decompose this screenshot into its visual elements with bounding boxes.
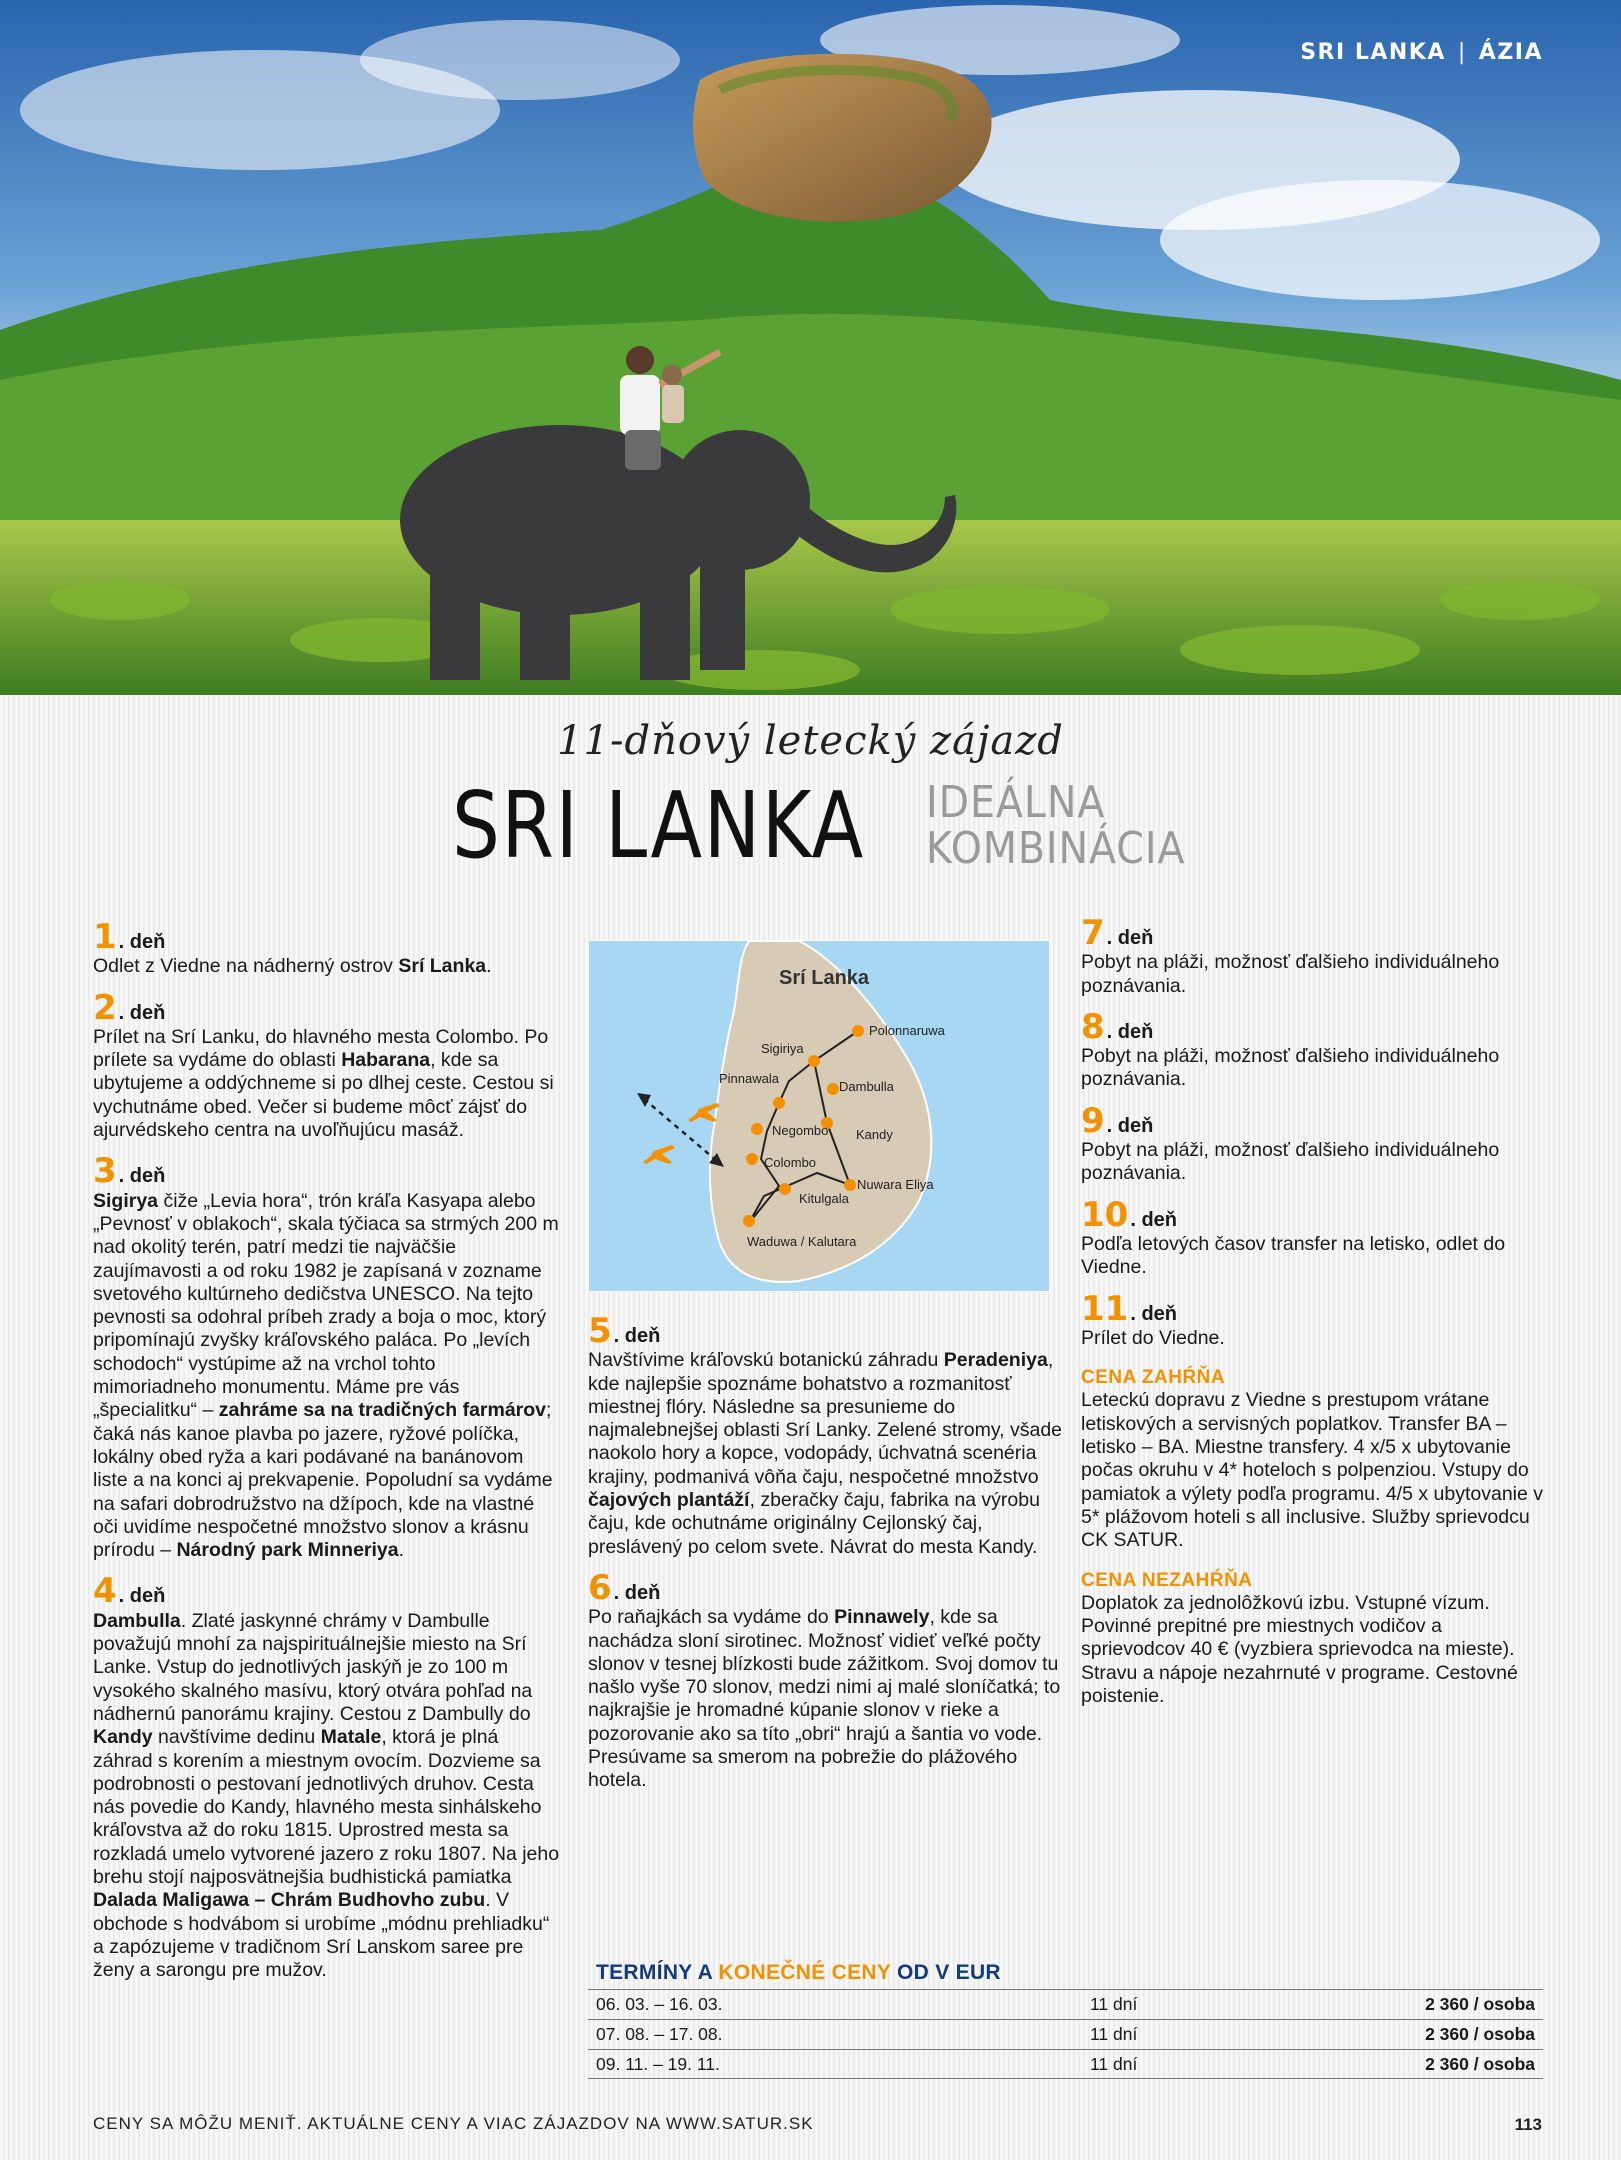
route-map [588,940,1050,1292]
term-dates: 07. 08. – 17. 08. [596,2024,723,2044]
term-price: 2 360 / osoba [1425,2024,1535,2044]
day-text: Navštívime kráľovskú botanickú záhradu Peradeniya, kde najlepšie spoznáme bohatstvo a rozmanitosť miestnej flóry. Následne sa presunieme do najmalebnejšej oblasti Srí Lanky. Zelené stromy, všade naokolo hory a kopce, vodopády, úchvatná scenéria krajiny, podmanivá vôňa čaju, nespočetné množstvo čajových plantáží, zberačky čaju, fabrika na výrobu čaju, kde ochutnáme originálny Cejlonský čaj, preslávený po celom svete. Návrat do mesta Kandy. [588,1349,1063,1558]
day-label: . deň [613,1581,661,1604]
map-marker [751,1123,763,1135]
term-days: 11 dní [1090,1994,1138,2014]
itinerary-column-1 [93,917,563,1996]
term-price: 2 360 / osoba [1425,1994,1535,2014]
day-5 [588,1311,1063,1559]
map-title: Srí Lanka [779,967,870,989]
day-label: . deň [1130,1208,1177,1231]
day-2 [93,987,563,1143]
section-tag [1300,40,1543,65]
included-text: Leteckú dopravu z Viedne s prestupom vrátane letiskových a servisných poplatkov. Transfer BA – letisko – BA. Miestne transfery. 4 x/5 x ubytovanie počas okruhu v 4* hoteloch s polpenziou. Vstupy do pamiatok a výlety podľa programu. 4/5 x ubytovanie v 5* plážovom hoteli s all inclusive. Služby sprievodcu CK SATUR. [1081,1389,1544,1552]
term-dates: 09. 11. – 19. 11. [596,2053,720,2074]
map-label: Kandy [856,1127,893,1142]
plane-icon [643,1145,675,1164]
island-shape [710,941,931,1282]
map-label: Polonnaruwa [869,1023,945,1038]
price-table [588,1961,1543,2079]
day-10 [1081,1194,1551,1280]
map-label: Waduwa / Kalutara [747,1234,857,1249]
day-label: . deň [613,1325,661,1347]
day-number: 7 [1081,913,1105,953]
page-subtitle: 11-dňový letecký zájazd [557,718,1064,764]
day-text: Sigirya čiže „Levia hora“, trón kráľa Kasyapa alebo „Pevnosť v oblakoch“, skala týčiaca sa strmých 200 m nad okolitý terén, patrí medzi tie najväčšie zaujímavosti a od roku 1982 je zapísaná v zozname svetového kultúrneho dedičstva UNESCO. Na tejto pevnosti sa odohral príbeh zrady a boja o moc, ktorý pripomínajú zvyšky kráľovského paláca. Po „levích schodoch“ vystúpime až na vrchol tohto mimoriadneho monumentu. Máme pre vás „špecialitku“ – zahráme sa na tradičných farmárov; čaká nás kanoe plavba po jazere, ryžové políčka, lokálny obed ryža a kari podávané na banánovom liste a na konci aj prekvapenie. Popoludní sa vydáme na safari dobrodružstvo na džípoch, kde na vlastné oči uvidíme nespočetné množstvo slonov a krásnu prírodu – Národný park Minneriya. [93,1189,559,1562]
map-marker [827,1083,839,1095]
day-text: Pobyt na pláži, možnosť ďalšieho individuálneho poznávania. [1081,1139,1500,1185]
day-text: Pobyt na pláži, možnosť ďalšieho individuálneho poznávania. [1081,951,1500,997]
map-label: Nuwara Eliya [857,1177,934,1192]
table-row [588,2019,1543,2049]
day-label: . deň [118,931,166,953]
map-label: Kitulgala [799,1191,849,1206]
day-text: Po raňajkách sa vydáme do Pinnawely, kde sa nachádza sloní sirotinec. Možnosť vidieť veľké počty slonov v tesnej blízkosti bude zážitkom. Svoj domov tu našlo vyše 70 slonov, medzi nimi aj malé sloníčatká; to najkrajšie je hromadné kúpanie slonov v rieke a pozorovanie ako sa títo „obri“ hrajú a šantia vo vode. Presúvame sa smerom na pobrežie do plážového hotela. [588,1606,1061,1792]
term-days: 11 dní [1090,2024,1138,2044]
route-map-svg [589,941,1050,1292]
map-label: Pinnawala [719,1071,779,1086]
day-4 [93,1571,563,1982]
term-dates: 06. 03. – 16. 03. [596,1994,723,2014]
price-table-title: TERMÍNY A KONEČNÉ CENY OD V EUR [596,1961,1001,1984]
hero-landscape-illustration [0,0,1621,695]
map-label: Sigiriya [761,1041,804,1056]
day-number: 9 [1081,1100,1105,1141]
day-number: 1 [93,917,117,957]
excluded-heading: CENA NEZAHŔŇA [1081,1569,1253,1591]
day-text: Prílet do Viedne. [1081,1326,1225,1349]
day-text: Odlet z Viedne na nádherný ostrov Srí Lanka. [93,955,492,978]
day-7 [1081,913,1551,998]
itinerary-column-3 [1081,913,1551,1708]
title-block [452,772,1214,879]
map-label: Dambulla [839,1079,894,1094]
footer-note: CENY SA MÔŽU MENIŤ. AKTUÁLNE CENY A VIAC ZÁJAZDOV NA WWW.SATUR.SK [93,2114,814,2133]
table-row [588,2049,1543,2079]
day-label: . deň [1106,1114,1154,1137]
day-text: Prílet na Srí Lanku, do hlavného mesta Colombo. Po prílete sa vydáme do oblasti Habarana, kde sa ubytujeme a oddýchneme si po dlhej ceste. Cestou si vychutnáme obed. Večer si budeme môcť zájsť do ajurvédskeho centra na uvoľňujúcu masáž. [93,1025,554,1142]
day-11 [1081,1288,1551,1351]
day-label: . deň [118,1585,166,1608]
map-label: Negombo [772,1123,829,1138]
day-number: 11 [1081,1288,1129,1329]
page-title: SRI LANKA [452,772,865,879]
day-text: Dambulla. Zlaté jaskynné chrámy v Dambulle považujú mnohí za najspirituálnejšie miesto na Srí Lanke. Vstup do jednotlivých jaskýň je zo 100 m vysokého skalného masívu, ktorý otvára pohľad na nádhernú panorámu krajiny. Cestou z Dambully do Kandy navštívime dedinu Matale, ktorá je plná záhrad s korením a miestnym ovocím. Dozvieme sa podrobnosti o pestovaní jednotlivých druhov. Cesta nás povedie do Kandy, hlavného mesta sinhálskeho kráľovstva až do roku 1815. Uprostred mesta sa rozkladá umelo vytvorené jazero z roku 1807. Na jeho brehu stojí najposvätnejšia budhistická pamiatka Dalada Maligawa – Chrám Budhovho zubu. V obchode s hodvábom si urobíme „módnu prehliadku“ a zapózujeme v tradičnom Srí Lanskom saree pre ženy a sarongu pre mužov. [93,1609,560,1982]
flight-arrow-head-start [637,1093,651,1107]
section-tag-region: ÁZIA [1478,40,1543,65]
term-price: 2 360 / osoba [1425,2053,1535,2074]
day-1 [93,917,563,979]
map-marker [844,1179,856,1191]
day-label: . deň [1106,1020,1154,1043]
day-label: . deň [1106,927,1154,949]
day-number: 8 [1081,1006,1105,1047]
day-label: . deň [118,1165,166,1188]
map-marker [773,1097,785,1109]
map-marker [743,1215,755,1227]
day-number: 3 [93,1151,117,1192]
term-days: 11 dní [1090,2053,1138,2074]
map-marker [852,1025,864,1037]
day-number: 4 [93,1571,117,1612]
map-label: Colombo [764,1155,817,1170]
excluded-text: Doplatok za jednolôžkovú izbu. Vstupné vízum. Povinné prepitné pre miestnych vodičov a sprievodcov 40 € (vyzbiera sprievodca na mieste). Stravu a nápoje nezahrnuté v programe. Cestovné poistenie. [1081,1591,1518,1708]
table-row [588,1989,1543,2019]
day-number: 5 [588,1311,612,1351]
hero-photo [0,0,1621,695]
map-marker [746,1153,758,1165]
itinerary-column-2 [588,1311,1063,1807]
day-number: 6 [588,1567,612,1608]
title-tagline-line2: KOMBINÁCIA [926,823,1186,874]
day-text: Pobyt na pláži, možnosť ďalšieho individuálneho poznávania. [1081,1045,1500,1091]
day-label: . deň [1130,1302,1177,1325]
day-6 [588,1567,1063,1793]
day-number: 2 [93,987,117,1028]
map-marker [779,1183,791,1195]
title-tagline-line1: IDEÁLNA [926,777,1106,828]
included-heading: CENA ZAHŔŇA [1081,1367,1226,1389]
section-tag-country: SRI LANKA [1300,40,1446,65]
day-text: Podľa letových časov transfer na letisko, odlet do Viedne. [1081,1232,1506,1279]
title-tagline [926,777,1186,874]
map-marker [808,1055,820,1067]
day-label: . deň [118,1001,166,1024]
day-8 [1081,1006,1551,1092]
page-number: 113 [1514,2115,1542,2134]
day-number: 10 [1081,1194,1129,1235]
day-3 [93,1151,563,1562]
section-tag-separator: | [1457,40,1467,65]
day-9 [1081,1100,1551,1186]
